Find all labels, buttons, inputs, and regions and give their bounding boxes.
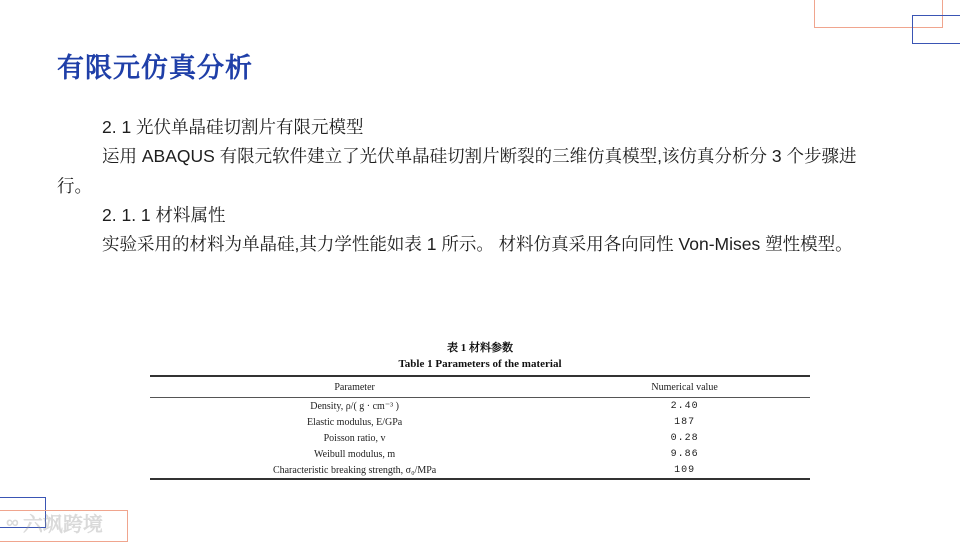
body-paragraph: 实验采用的材料为单晶硅,其力学性能如表 1 所示。 材料仿真采用各向同性 Von-Mises 塑性模型。	[102, 234, 853, 255]
subsection-heading: 2. 1. 1 材料属性	[102, 204, 226, 225]
body-text	[57, 113, 887, 259]
body-paragraph: 运用 ABAQUS 有限元软件建立了光伏单晶硅切割片断裂的三维仿真模型,该仿真分析分 3 个步骤进行。	[57, 146, 857, 196]
table-caption-en: Table 1 Parameters of the material	[398, 358, 562, 370]
cell-value: 187	[674, 416, 696, 428]
table-row	[150, 462, 810, 479]
cell-value: 0.28	[670, 432, 699, 444]
table-row	[150, 414, 810, 430]
section-heading: 2. 1 光伏单晶硅切割片有限元模型	[102, 117, 364, 137]
cell-parameter: Weibull modulus, m	[314, 448, 396, 460]
table-row	[150, 398, 810, 415]
watermark-text: 六飒跨境	[22, 514, 103, 536]
table-row	[150, 446, 810, 462]
watermark	[6, 508, 103, 537]
column-header-parameter: Parameter	[150, 376, 559, 398]
cell-parameter: Density, ρ/( g · cm⁻³ )	[310, 400, 399, 412]
material-parameters-table	[150, 340, 810, 480]
table-caption-cn: 表 1 材料参数	[447, 342, 513, 354]
slide-title: 有限元仿真分析	[57, 53, 253, 83]
table-row	[150, 430, 810, 446]
cell-parameter: Elastic modulus, E/GPa	[306, 416, 403, 428]
cell-value: 109	[674, 464, 696, 476]
cell-parameter: Characteristic breaking strength, σ₀/MPa	[272, 464, 437, 476]
table-header-row	[150, 376, 810, 398]
link-icon: ∞	[6, 512, 19, 532]
params-table	[150, 375, 810, 480]
cell-parameter: Poisson ratio, v	[323, 432, 386, 444]
column-header-value: Numerical value	[559, 376, 810, 398]
cell-value: 2.40	[670, 400, 699, 412]
corner-decoration-blue	[912, 15, 960, 44]
cell-value: 9.86	[670, 448, 699, 460]
